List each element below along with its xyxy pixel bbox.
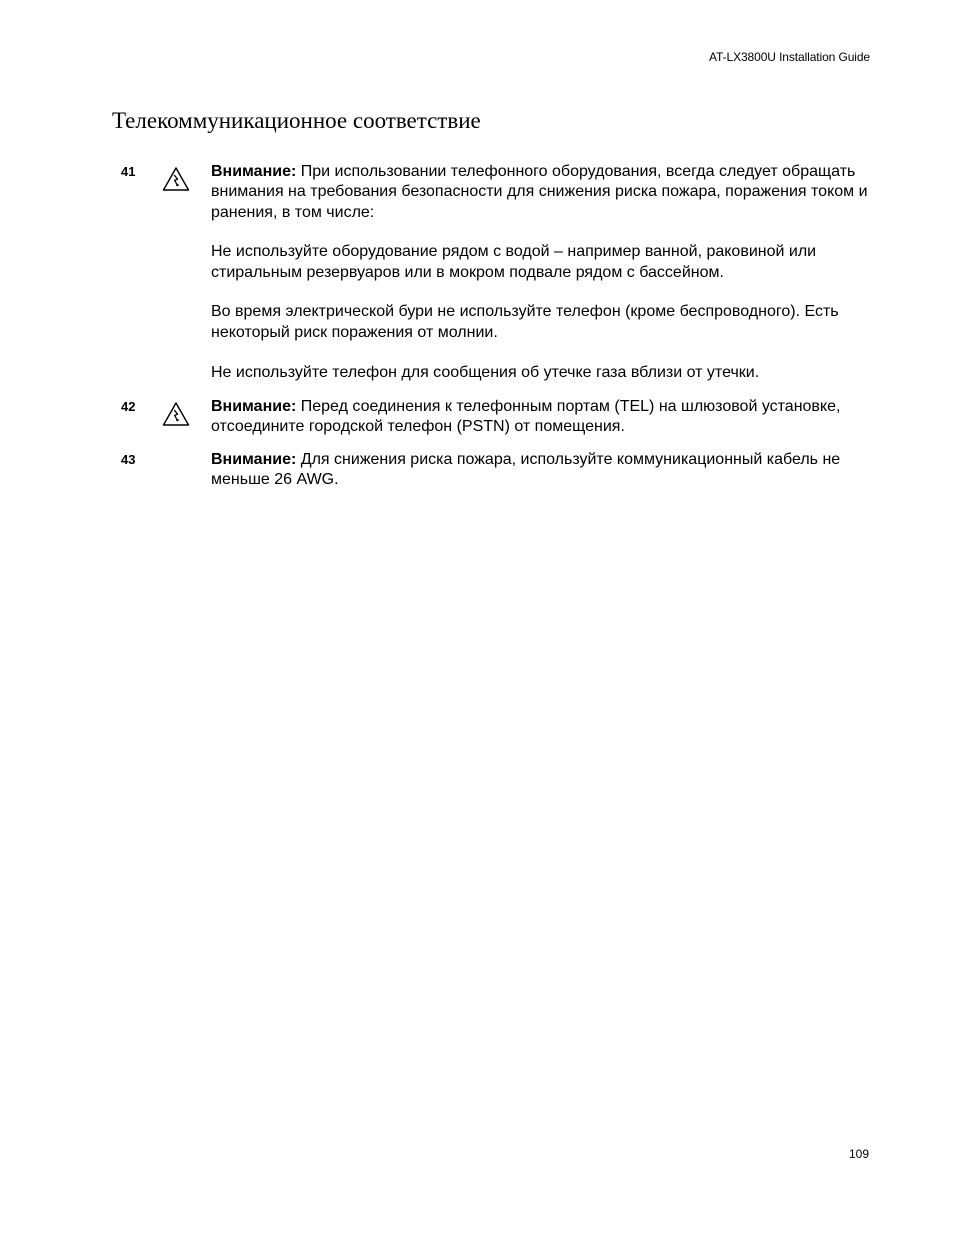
item-number: 42 xyxy=(121,399,136,414)
electrical-hazard-icon xyxy=(162,166,190,192)
item-number: 41 xyxy=(121,164,136,179)
page-number: 109 xyxy=(848,1147,869,1161)
electrical-hazard-icon xyxy=(162,401,190,427)
warning-label: Внимание: xyxy=(211,451,297,468)
warning-paragraph xyxy=(211,162,871,223)
warning-paragraph: Не используйте телефон для сообщения об утечке газа вблизи от утечки. xyxy=(211,363,760,381)
item-body xyxy=(211,397,871,438)
section-title: Телекоммуникационное соответствие xyxy=(112,108,481,133)
item-number: 43 xyxy=(121,452,136,467)
warning-paragraph: Во время электрической бури не используйте телефон (кроме беспроводного). Есть некоторый риск поражения от молнии. xyxy=(211,303,839,341)
item-body xyxy=(211,162,871,383)
warning-paragraph xyxy=(211,450,871,491)
warning-paragraph xyxy=(211,397,871,438)
warning-label: Внимание: xyxy=(211,398,297,415)
running-header: AT-LX3800U Installation Guide xyxy=(709,50,870,64)
warning-text: Для снижения риска пожара, используйте коммуникационный кабель не меньше 26 AWG. xyxy=(211,451,841,489)
warning-text: Перед соединения к телефонным портам (TEL) на шлюзовой установке, отсоедините городской телефон (PSTN) от помещения. xyxy=(211,398,841,436)
warning-label: Внимание: xyxy=(211,163,297,180)
warning-text: При использовании телефонного оборудования, всегда следует обращать внимания на требования безопасности для снижения риска пожара, поражения током и ранения, в том числе: xyxy=(211,163,868,221)
warning-paragraph: Не используйте оборудование рядом с водой – например ванной, раковиной или стиральным резервуаров или в мокром подвале рядом с бассейном. xyxy=(211,243,817,281)
item-body xyxy=(211,450,871,491)
